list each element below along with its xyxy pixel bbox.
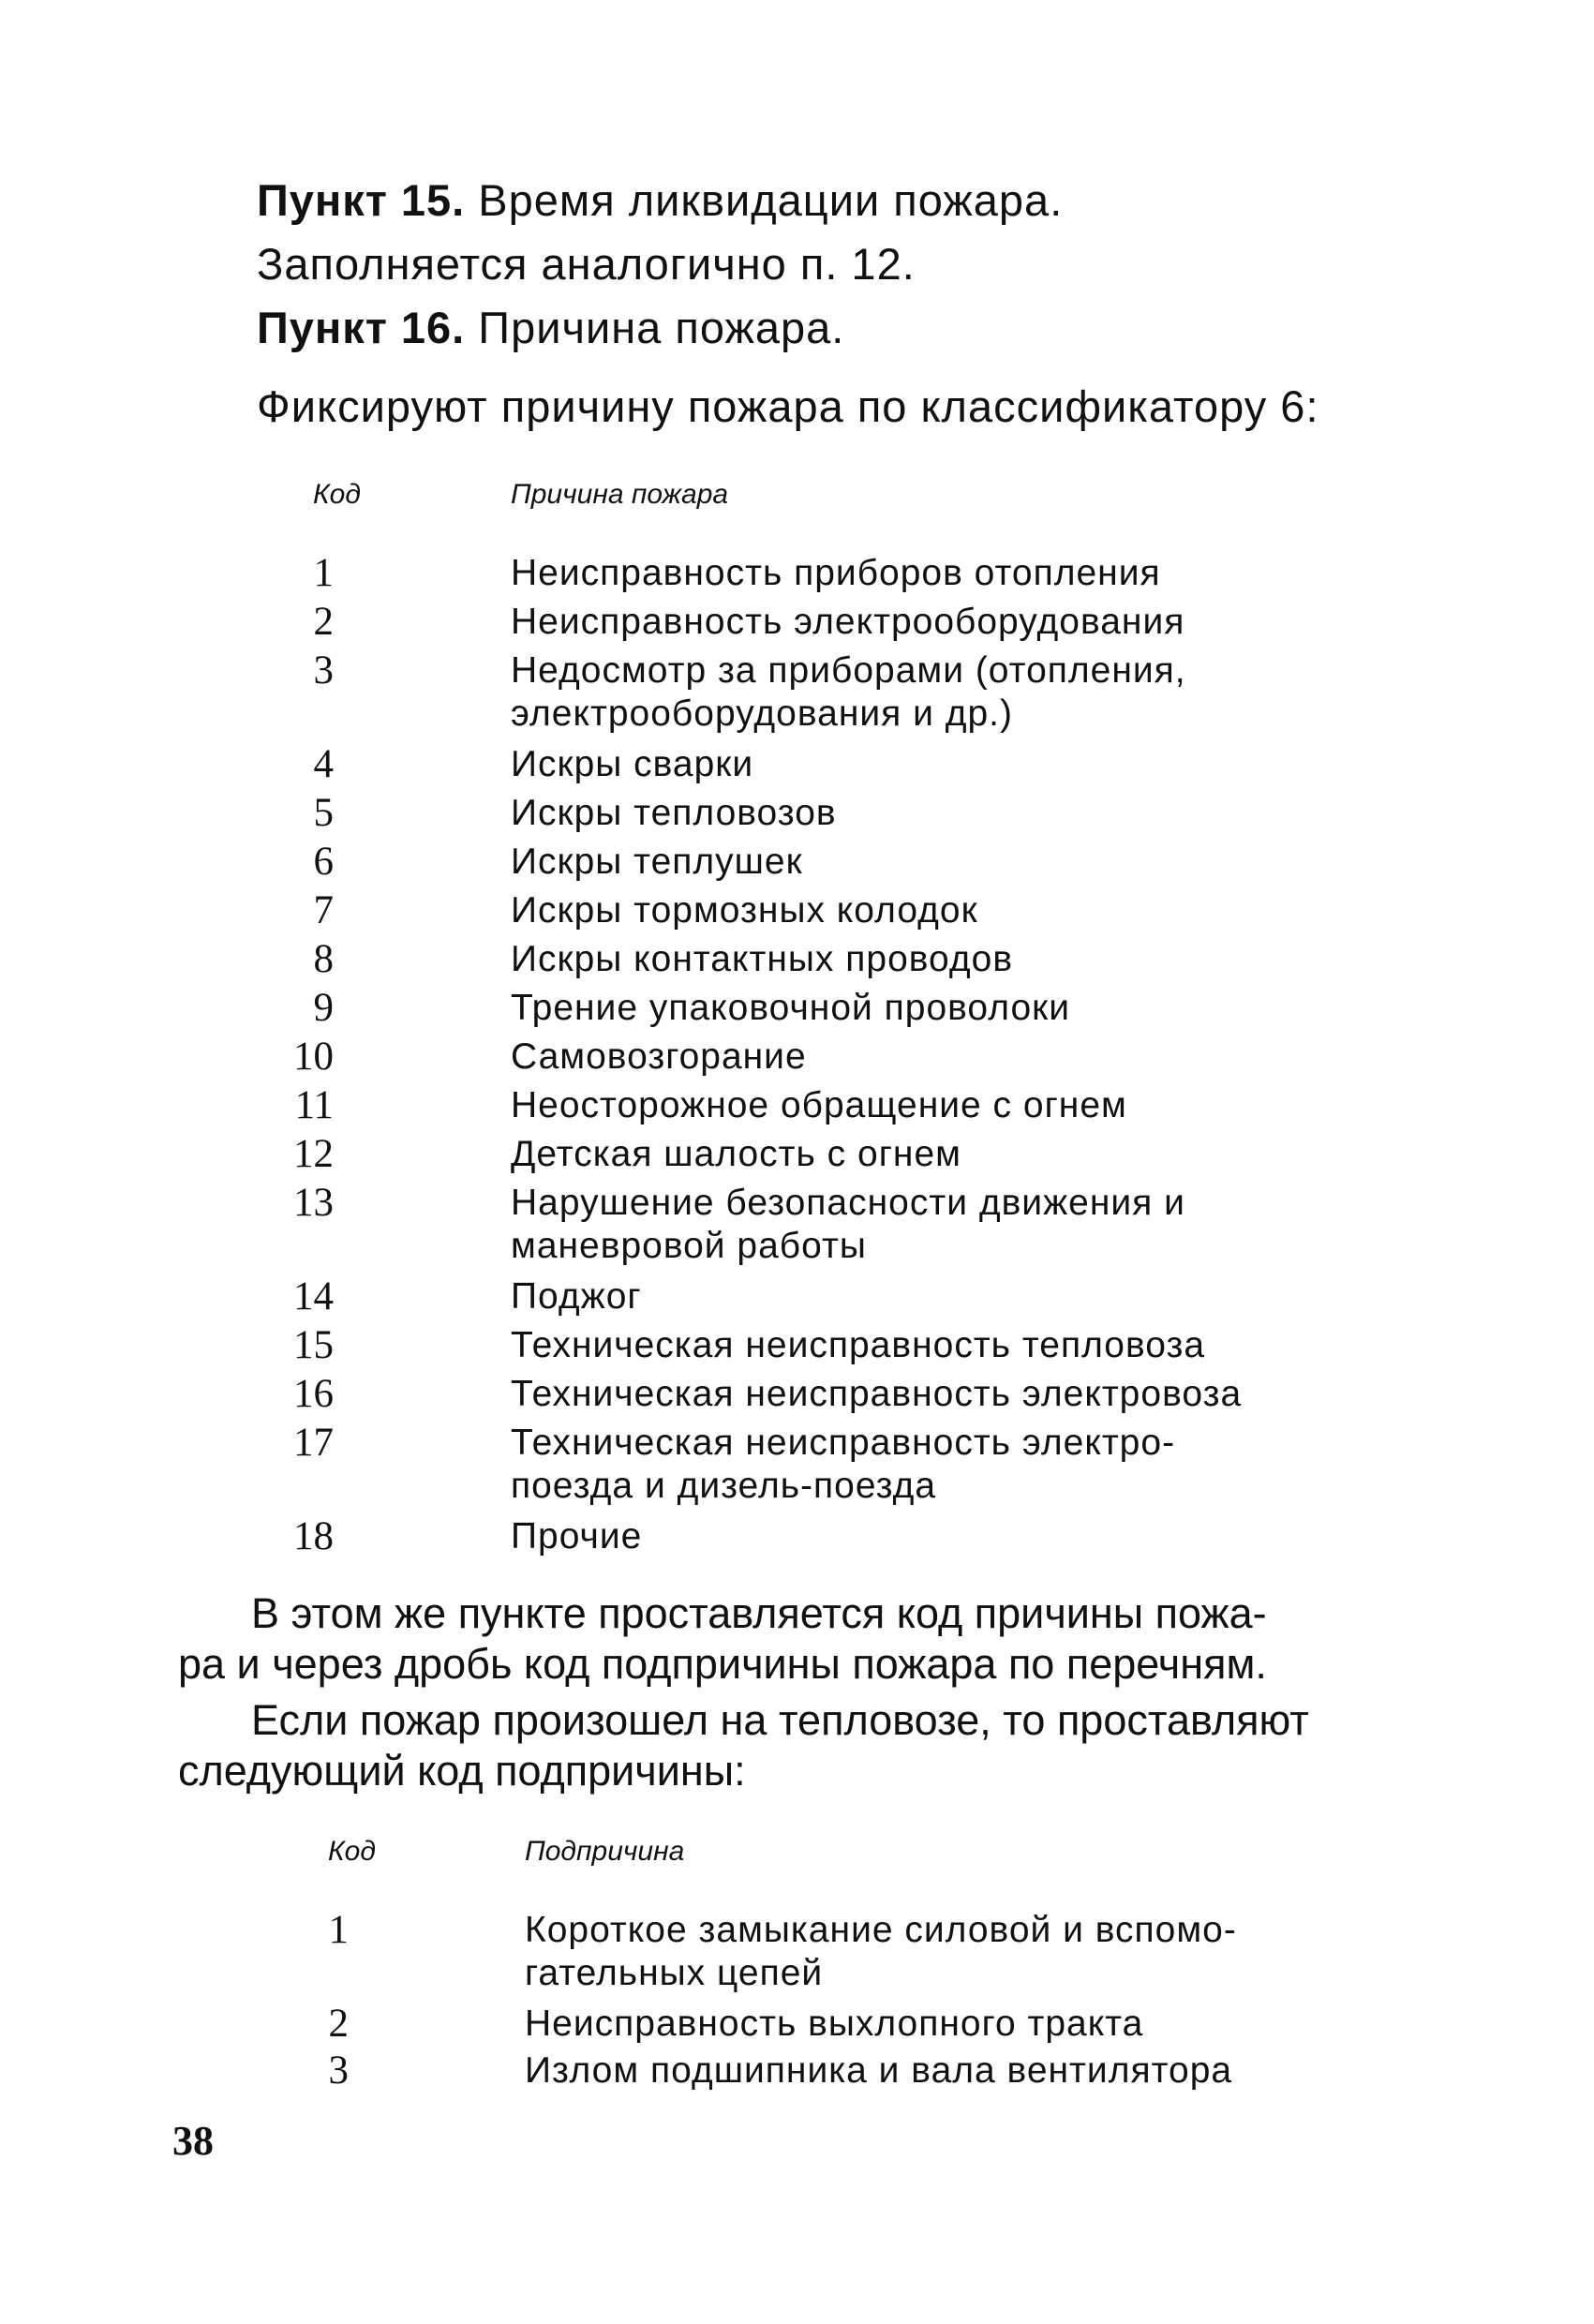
table-row-description: поезда и дизель-поезда — [511, 1466, 937, 1506]
table-row-description: Поджог — [511, 1276, 642, 1317]
table-row-description: Неисправность выхлопного тракта — [525, 2004, 1144, 2044]
paragraph-1-line-2: ра и через дробь код подпричины пожара по перечням. — [178, 1640, 1267, 1688]
table-row-description: Техническая неисправность электровоза — [511, 1374, 1243, 1414]
table-row-code: 2 — [313, 600, 334, 644]
table-row-code: 11 — [294, 1083, 334, 1127]
table-row-code: 1 — [313, 551, 334, 595]
table-row-description: Искры тепловозов — [511, 793, 837, 833]
table-row-description: Прочие — [511, 1516, 643, 1557]
table-row-code: 16 — [293, 1372, 334, 1416]
table-row-code: 6 — [313, 840, 334, 884]
table-row-description: Техническая неисправность электро- — [511, 1423, 1176, 1463]
table-row-description: Самовозгорание — [511, 1036, 807, 1077]
table-row-description: Короткое замыкание силовой и вспомо- — [525, 1910, 1237, 1950]
item16-heading — [257, 302, 844, 354]
table-row-description: Недосмотр за приборами (отопления, — [511, 650, 1186, 691]
item15-label: Пункт 15. — [257, 175, 466, 225]
table-row-description: Трение упаковочной проволоки — [511, 988, 1070, 1028]
table-row-code: 8 — [313, 937, 334, 981]
table-row-description: Неосторожное обращение с огнем — [511, 1085, 1127, 1125]
table-row-description: Неисправность электрооборудования — [511, 602, 1185, 642]
table-row-code: 18 — [293, 1514, 334, 1558]
table-row-description: маневровой работы — [511, 1226, 867, 1266]
table-row-code: 7 — [313, 888, 334, 932]
table1-header-desc: Причина пожара — [511, 479, 729, 510]
table-row-code: 5 — [313, 791, 334, 835]
item15-heading — [257, 174, 1063, 227]
table-row-code: 4 — [313, 742, 334, 786]
table-row-code: 14 — [293, 1274, 334, 1318]
table2-header-code: Код — [328, 1836, 376, 1867]
table-row-description: Неисправность приборов отопления — [511, 553, 1161, 593]
table-row-code: 9 — [313, 986, 334, 1030]
item15-text: Время ликвидации пожара. — [465, 175, 1064, 225]
item16-label: Пункт 16. — [257, 303, 466, 352]
table-row-description: Излом подшипника и вала вентилятора — [525, 2050, 1233, 2091]
paragraph-1-line-1: В этом же пункте проставляется код причины пожа- — [251, 1589, 1267, 1637]
page-number: 38 — [172, 2118, 214, 2164]
table-row-code: 17 — [293, 1421, 334, 1465]
paragraph-2-line-1: Если пожар произошел на тепловозе, то проставляют — [251, 1696, 1309, 1744]
table-row-description: Искры теплушек — [511, 842, 803, 882]
table-row-description: гательных цепей — [525, 1953, 824, 1993]
table-row-code: 10 — [293, 1035, 334, 1079]
table1-header-code: Код — [313, 479, 361, 510]
table-row-description: Детская шалость с огнем — [511, 1134, 961, 1174]
table-row-code: 15 — [293, 1323, 334, 1367]
table-row-description: Искры тормозных колодок — [511, 890, 978, 931]
table2-header-desc: Подпричина — [525, 1836, 685, 1867]
table-row-description: Техническая неисправность тепловоза — [511, 1325, 1206, 1365]
table-row-code: 2 — [328, 2002, 349, 2046]
table-row-description: Нарушение безопасности движения и — [511, 1183, 1185, 1223]
table-row-code: 13 — [293, 1181, 334, 1225]
table-row-code: 3 — [328, 2048, 349, 2093]
item15-note: Заполняется аналогично п. 12. — [257, 239, 916, 289]
table-row-description: Искры контактных проводов — [511, 939, 1014, 979]
paragraph-2-line-2: следующий код подпричины: — [178, 1747, 746, 1795]
table-row-code: 1 — [328, 1908, 349, 1952]
table-row-description: Искры сварки — [511, 744, 754, 784]
table-row-code: 12 — [293, 1132, 334, 1176]
table-row-description: электрооборудования и др.) — [511, 693, 1013, 734]
item16-note: Фиксируют причину пожара по классификатору 6: — [257, 381, 1319, 431]
item16-text: Причина пожара. — [465, 303, 845, 352]
table-row-code: 3 — [313, 648, 334, 693]
